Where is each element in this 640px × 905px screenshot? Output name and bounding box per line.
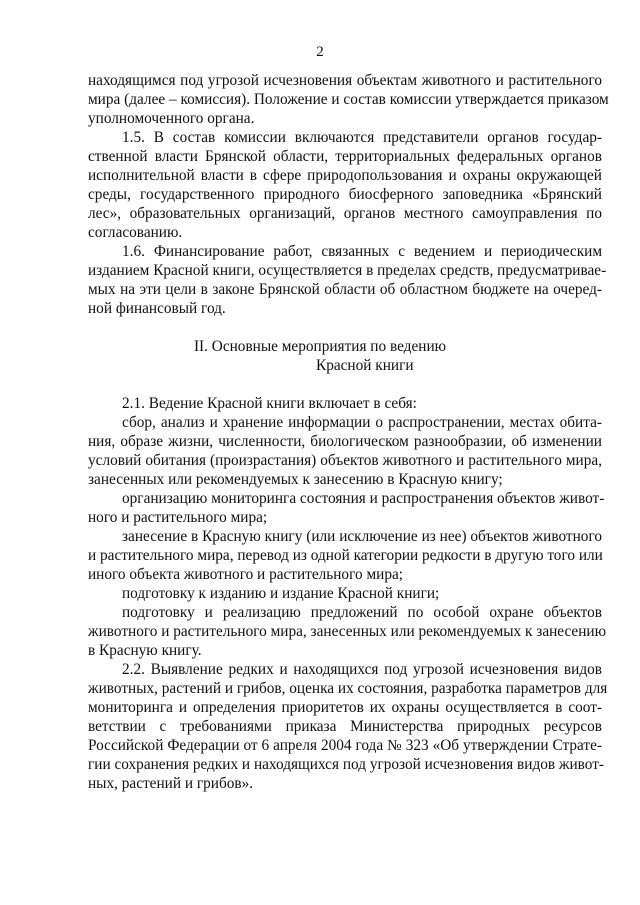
text-line: ной финансовый год. — [88, 300, 226, 317]
text-line: животных, растений и грибов, оценка их состояния, разработка параметров для — [88, 680, 608, 697]
text-line: иного объекта животного и растительного мира; — [88, 566, 404, 583]
text-line: ных, растений и грибов». — [88, 775, 254, 792]
text-line: мира (далее – комиссия). Положение и состав комиссии утверждается приказом — [88, 91, 609, 108]
text-line: в Красную книгу. — [88, 642, 202, 659]
text-line: ния, образе жизни, численности, биологическом разнообразии, об изменении — [88, 433, 602, 450]
text-line: подготовку к изданию и издание Красной книги; — [122, 585, 440, 602]
section-heading: II. Основные мероприятия по ведению — [193, 338, 447, 355]
text-line: условий обитания (произрастания) объектов животного и растительного мира, — [88, 452, 602, 469]
text-line: 1.6. Финансирование работ, связанных с ведением и периодическим — [122, 243, 602, 260]
text-line: ного и растительного мира; — [88, 509, 268, 526]
text-line: и растительного мира, перевод из одной категории редкости в другую того или — [88, 547, 603, 564]
text-line: гии сохранения редких и находящихся под угрозой исчезновения видов живот- — [88, 756, 605, 773]
text-line: 1.5. В состав комиссии включаются представители органов государ- — [122, 129, 602, 146]
text-line: уполномоченного органа. — [88, 110, 255, 127]
text-line: лес», образовательных организаций, органов местного самоуправления по — [88, 205, 602, 222]
text-line: животного и растительного мира, занесенных или рекомендуемых к занесению — [88, 623, 607, 640]
text-line: ственной власти Брянской области, территориальных федеральных органов — [88, 148, 602, 165]
text-line: 2.2. Выявление редких и находящихся под угрозой исчезновения видов — [122, 661, 602, 678]
text-line: занесенных или рекомендуемых к занесению в Красную книгу; — [88, 471, 503, 488]
text-line: занесение в Красную книгу (или исключение из нее) объектов животного — [122, 528, 602, 545]
text-line: организацию мониторинга состояния и распространения объектов живот- — [122, 490, 605, 507]
page-number: 2 — [316, 44, 324, 60]
section-heading: Красной книги — [316, 357, 414, 374]
text-line: сбор, анализ и хранение информации о распространении, местах обита- — [122, 414, 602, 431]
text-line: мониторинга и определения приоритетов их охраны осуществляется в соот- — [88, 699, 602, 716]
text-line: 2.1. Ведение Красной книги включает в себя: — [122, 395, 417, 412]
text-line: согласованию. — [88, 224, 183, 241]
text-line: мых на эти цели в законе Брянской области об областном бюджете на очеред- — [88, 281, 602, 298]
text-line: исполнительной власти в сфере природопользования и охраны окружающей — [88, 167, 602, 184]
text-line: находящимся под угрозой исчезновения объектам животного и растительного — [88, 72, 602, 89]
text-line: среды, государственного природного биосферного заповедника «Брянский — [88, 186, 602, 203]
text-line: Российской Федерации от 6 апреля 2004 года № 323 «Об утверждении Страте- — [88, 737, 602, 754]
text-line: ветствии с требованиями приказа Министерства природных ресурсов — [88, 718, 602, 735]
text-line: изданием Красной книги, осуществляется в пределах средств, предусматривае- — [88, 262, 607, 279]
text-line: подготовку и реализацию предложений по особой охране объектов — [122, 604, 602, 621]
